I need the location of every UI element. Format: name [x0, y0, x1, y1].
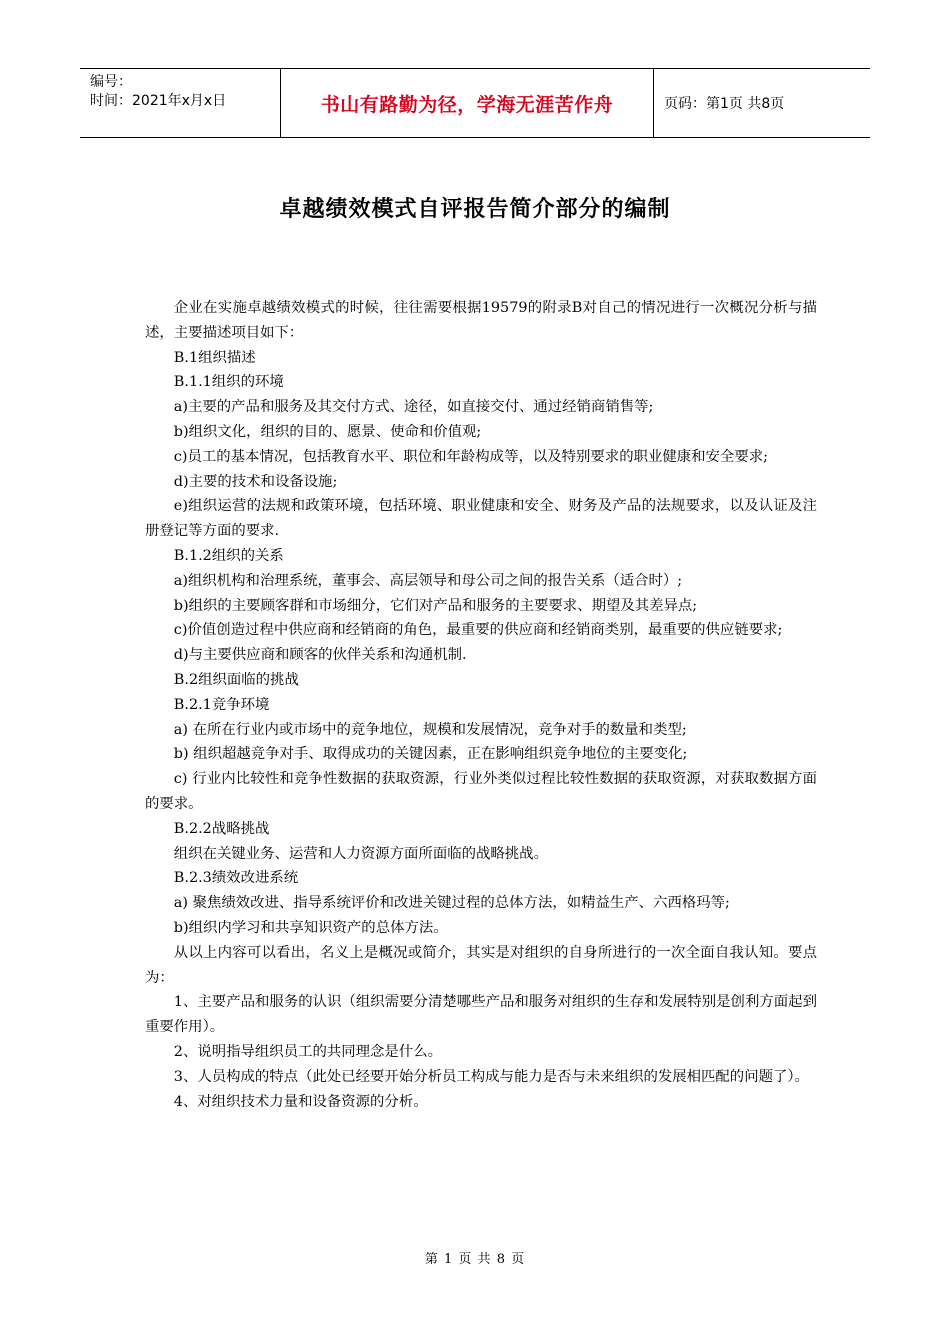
header-meta: [80, 69, 281, 137]
body-paragraph: 从以上内容可以看出，名义上是概况或简介，其实是对组织的自身所进行的一次全面自我认知。要点为：: [145, 944, 817, 986]
document-number-label: 编号：: [90, 74, 132, 90]
body-paragraph: 1、主要产品和服务的认识（组织需要分清楚哪些产品和服务对组织的生存和发展特别是创利方面起到重要作用）。: [145, 994, 817, 1036]
document-body: [145, 296, 817, 1114]
body-paragraph: a)主要的产品和服务及其交付方式、途径，如直接交付、通过经销商销售等;: [173, 399, 654, 416]
body-paragraph: B.2组织面临的挑战: [173, 671, 299, 688]
body-paragraph: B.2.2战略挑战: [173, 820, 270, 837]
page-footer: 第 1 页 共 8 页: [424, 1252, 526, 1267]
body-paragraph: c) 行业内比较性和竞争性数据的获取资源，行业外类似过程比较性数据的获取资源，对获取数据方面的要求。: [145, 771, 817, 812]
body-paragraph: 4、对组织技术力量和设备资源的分析。: [173, 1093, 428, 1110]
body-paragraph: b)组织文化，组织的目的、愿景、使命和价值观;: [173, 423, 482, 440]
body-paragraph: B.2.3绩效改进系统: [173, 870, 299, 887]
body-paragraph: c)价值创造过程中供应商和经销商的角色，最重要的供应商和经销商类别，最重要的供应链要求;: [173, 622, 783, 639]
body-paragraph: 3、人员构成的特点（此处已经要开始分析员工构成与能力是否与未来组织的发展相匹配的问题了）。: [173, 1068, 809, 1085]
body-paragraph: a)组织机构和治理系统，董事会、高层领导和母公司之间的报告关系（适合时）;: [173, 572, 683, 589]
body-paragraph: c)员工的基本情况，包括教育水平、职位和年龄构成等，以及特别要求的职业健康和安全要求;: [173, 448, 768, 465]
body-paragraph: e)组织运营的法规和政策环境，包括环境、职业健康和安全、财务及产品的法规要求，以及认证及注册登记等方面的要求.: [145, 498, 817, 540]
body-paragraph: 2、说明指导组织员工的共同理念是什么。: [173, 1043, 442, 1060]
page-header: [80, 68, 870, 138]
body-paragraph: b) 组织超越竞争对手、取得成功的关键因素，正在影响组织竞争地位的主要变化;: [173, 746, 688, 763]
body-paragraph: a) 在所在行业内或市场中的竞争地位，规模和发展情况，竞争对手的数量和类型;: [173, 721, 687, 738]
body-paragraph: 组织在关键业务、运营和人力资源方面所面临的战略挑战。: [173, 845, 548, 862]
body-paragraph: b)组织内学习和共享知识资产的总体方法。: [173, 919, 448, 936]
body-paragraph: 企业在实施卓越绩效模式的时候，往往需要根据19579的附录B对自己的情况进行一次概况分析与描述，主要描述项目如下：: [145, 300, 817, 341]
body-paragraph: d)主要的技术和设备设施;: [173, 473, 338, 490]
body-paragraph: B.1.1组织的环境: [173, 374, 284, 391]
body-paragraph: d)与主要供应商和顾客的伙伴关系和沟通机制.: [173, 647, 467, 664]
document-title: 卓越绩效模式自评报告简介部分的编制: [279, 197, 671, 222]
body-paragraph: a) 聚焦绩效改进、指导系统评价和改进关键过程的总体方法，如精益生产、六西格玛等;: [173, 895, 730, 912]
header-page-info: 页码：第1页 共8页: [664, 96, 785, 112]
body-paragraph: B.1组织描述: [173, 349, 256, 366]
body-paragraph: B.2.1竞争环境: [173, 696, 270, 713]
body-paragraph: b)组织的主要顾客群和市场细分，它们对产品和服务的主要要求、期望及其差异点;: [173, 597, 698, 614]
header-motto: 书山有路勤为径，学海无涯苦作舟: [281, 69, 654, 137]
body-paragraph: B.1.2组织的关系: [173, 547, 284, 564]
document-time-label: 时间：2021年x月x日: [90, 93, 227, 109]
